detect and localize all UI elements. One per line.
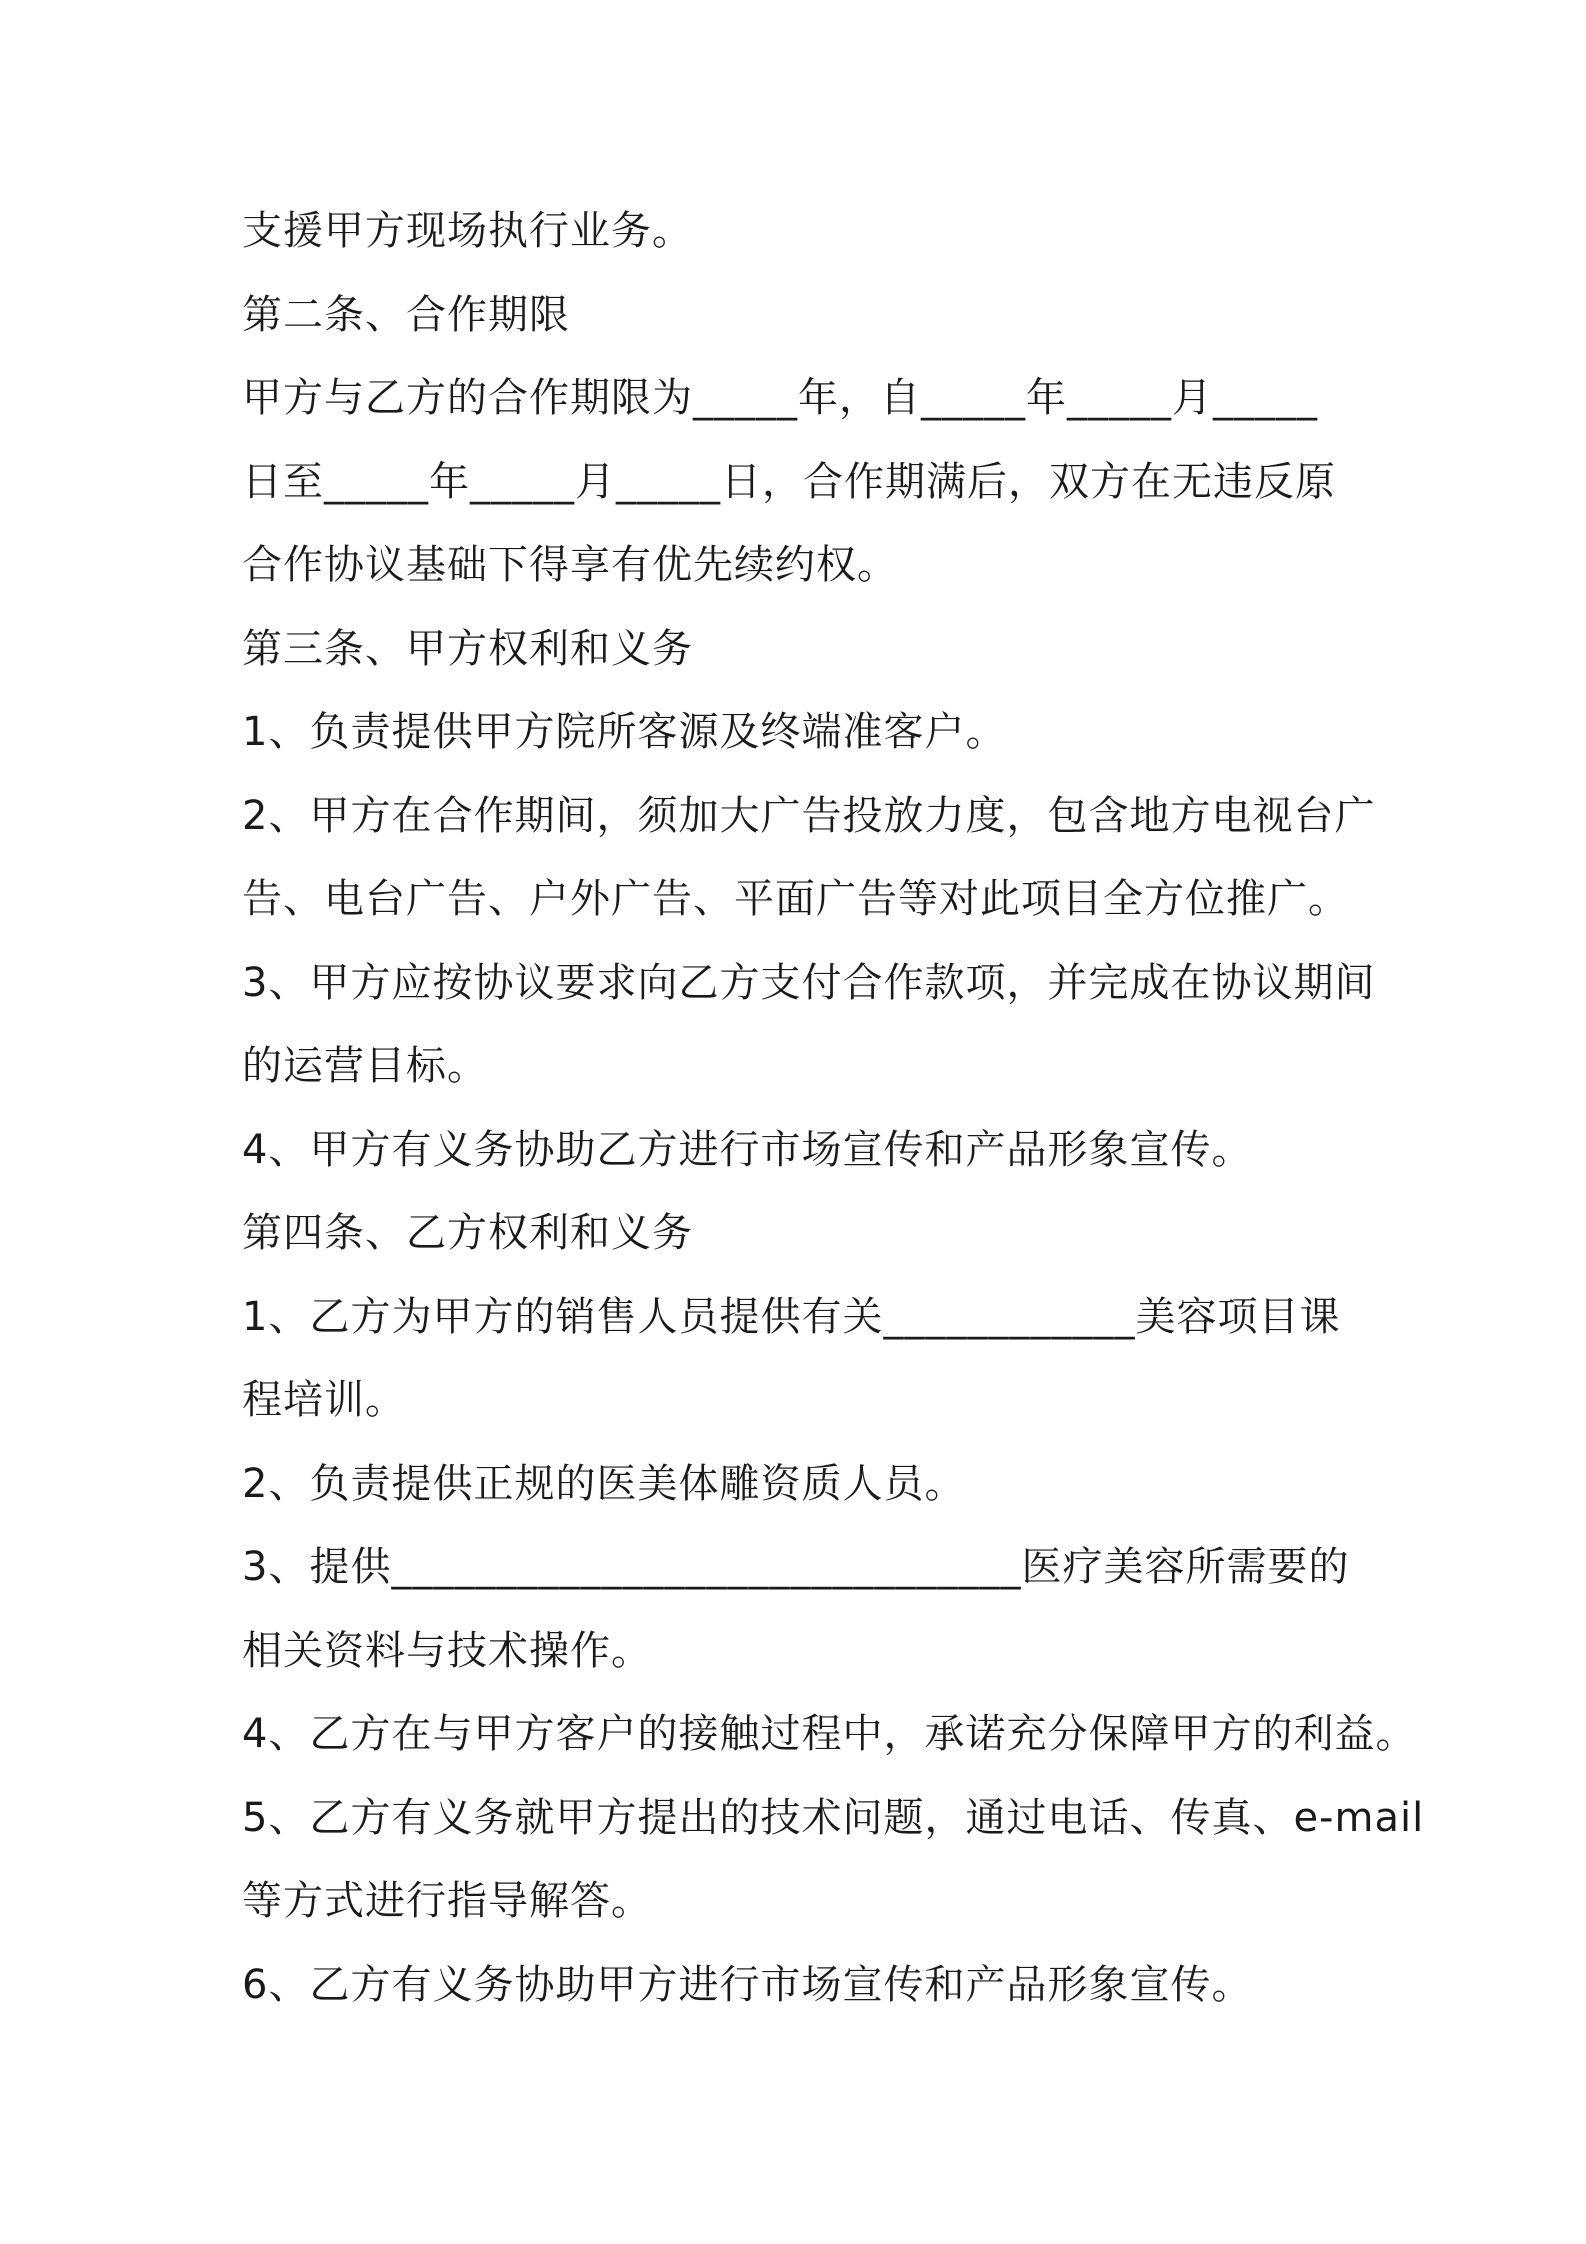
- list-item: 3、提供______________________________医疗美容所需要的: [242, 1544, 1350, 1590]
- text-line: 甲方与乙方的合作期限为_____年，自_____年_____月_____: [242, 375, 1318, 421]
- document-body: [242, 190, 1425, 2027]
- section-heading: 第二条、合作期限: [242, 291, 570, 338]
- text-line: 日至_____年_____月_____日，合作期满后，双方在无违反原: [242, 458, 1336, 505]
- list-item: 1、乙方为甲方的销售人员提供有关____________美容项目课: [242, 1293, 1341, 1340]
- list-item: 4、乙方在与甲方客户的接触过程中，承诺充分保障甲方的利益。: [242, 1711, 1417, 1757]
- text-line: 相关资料与技术操作。: [242, 1627, 652, 1674]
- text-line: 等方式进行指导解答。: [242, 1878, 652, 1924]
- text-line: 程培训。: [242, 1377, 406, 1423]
- text-line: 告、电台广告、户外广告、平面广告等对此项目全方位推广。: [242, 876, 1349, 922]
- section-heading: 第三条、甲方权利和义务: [242, 625, 693, 672]
- list-item: 3、甲方应按协议要求向乙方支付合作款项，并完成在协议期间: [242, 959, 1376, 1006]
- list-item: 2、负责提供正规的医美体雕资质人员。: [242, 1460, 966, 1507]
- list-item: 2、甲方在合作期间，须加大广告投放力度，包含地方电视台广: [242, 792, 1376, 839]
- list-item: 6、乙方有义务协助甲方进行市场宣传和产品形象宣传。: [242, 1961, 1253, 2008]
- text-line: 合作协议基础下得享有优先续约权。: [242, 542, 898, 588]
- list-item: 1、负责提供甲方院所客源及终端准客户。: [242, 709, 1007, 755]
- list-item: 5、乙方有义务就甲方提出的技术问题，通过电话、传真、e-mail: [242, 1794, 1425, 1841]
- list-item: 4、甲方有义务协助乙方进行市场宣传和产品形象宣传。: [242, 1126, 1253, 1173]
- text-line: 支援甲方现场执行业务。: [242, 208, 693, 254]
- text-line: 的运营目标。: [242, 1043, 488, 1089]
- section-heading: 第四条、乙方权利和义务: [242, 1210, 693, 1256]
